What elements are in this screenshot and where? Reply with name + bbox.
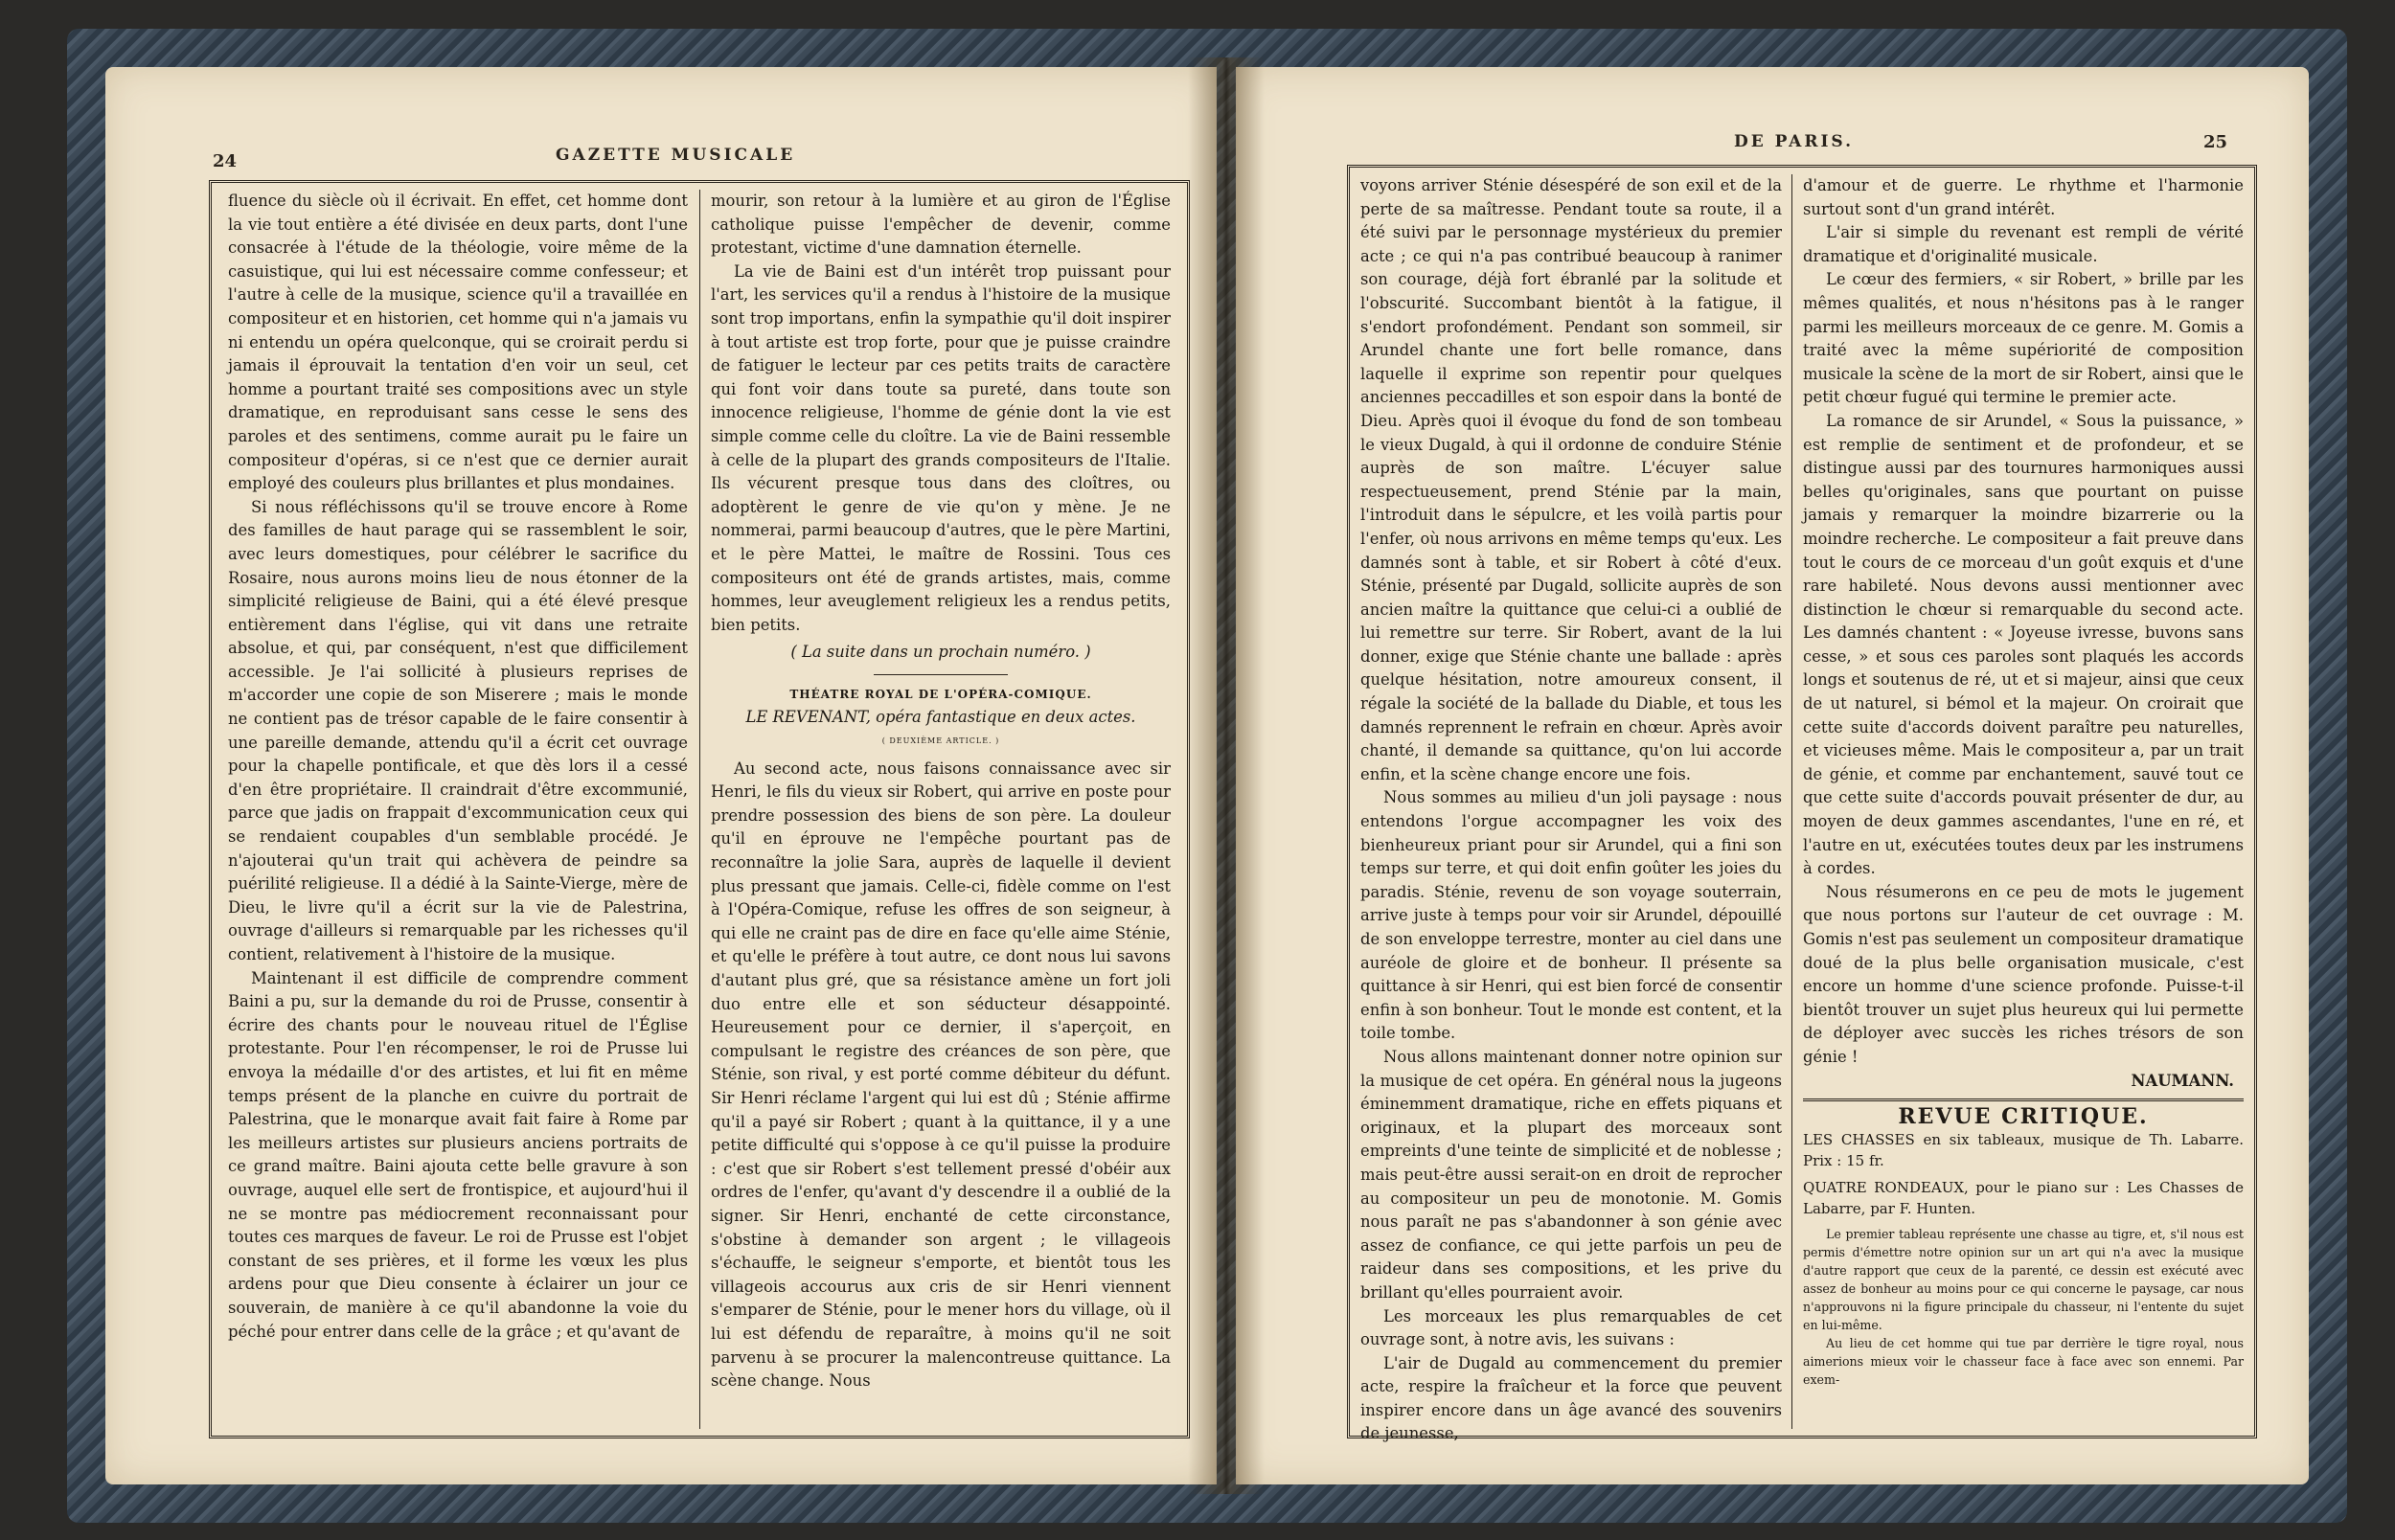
- theatre-heading: THÉATRE ROYAL DE L'OPÉRA-COMIQUE.: [789, 687, 1092, 701]
- left-column-1: [228, 190, 688, 1429]
- article-note: ( DEUXIÈME ARTICLE. ): [881, 736, 1000, 746]
- paragraph: Les morceaux les plus remarquables de cet ouvrage sont, à notre avis, les suivans :: [1360, 1306, 1782, 1349]
- right-column-1: [1360, 174, 1782, 1443]
- revue-critique-title: REVUE CRITIQUE.: [1898, 1104, 2149, 1130]
- paragraph: L'air de Dugald au commencement du premier acte, respire la fraîcheur et la force que peuvent inspirer encore dans un âge avancé des souvenirs de jeunesse,: [1360, 1353, 1782, 1443]
- revue-small-paragraph: Au lieu de cet homme qui tue par derrière le tigre royal, nous aimerions mieux voir le chasseur face à face avec son ennemi. Par exem-: [1803, 1335, 2244, 1387]
- revue-item: LES CHASSES en six tableaux, musique de Th. Labarre. Prix : 15 fr.: [1803, 1130, 2244, 1169]
- paragraph: Le cœur des fermiers, « sir Robert, » brille par les mêmes qualités, et nous n'hésitons pas à le ranger parmi les meilleurs morceaux de ce genre. M. Gomis a traité avec la même supériorité de composition musicale la scène de la mort de sir Robert, ainsi que le petit chœur fugué qui termine le premier acte.: [1803, 270, 2244, 407]
- book-gutter: [1188, 57, 1265, 1494]
- right-page: [1236, 67, 2309, 1484]
- left-page-number: 24: [213, 151, 238, 171]
- paragraph: Nous résumerons en ce peu de mots le jugement que nous portons sur l'auteur de cet ouvrage : M. Gomis n'est pas seulement un compositeur dramatique doué de la plus belle organisation musicale, c'est encore un homme d'une science profonde. Puisse-t-il bientôt trouver un sujet plus heureux qui lui permette de déployer avec succès les riches trésors de son génie !: [1803, 882, 2244, 1066]
- paragraph: d'amour et de guerre. Le rhythme et l'harmonie surtout sont d'un grand intérêt.: [1803, 176, 2244, 218]
- left-column-2: [711, 190, 1171, 1429]
- paragraph: mourir, son retour à la lumière et au giron de l'Église catholique puisse l'empêcher de devenir, comme protestant, victime d'une damnation éternelle.: [711, 192, 1171, 258]
- right-column-2: [1803, 174, 2244, 1429]
- right-running-head: DE PARIS.: [1734, 132, 1855, 151]
- paragraph: Si nous réfléchissons qu'il se trouve encore à Rome des familles de haut parage qui se rassemblent le soir, avec leurs domestiques, pour célébrer le sacrifice du Rosaire, nous aurons moins lieu de nous étonner de la simplicité religieuse de Baini, qui a été élevé presque entièrement dans l'église, qui vit dans une retraite absolue, et qui, par conséquent, n'est que difficilement accessible. Je l'ai sollicité à plusieurs reprises de m'accorder une copie de son Miserere ; mais le monde ne contient pas de trésor capable de le faire consentir à une pareille demande, attendu qu'il a écrit cet ouvrage pour la chapelle pontificale, et que dès lors il a cessé d'en être propriétaire. Il craindrait d'être excommunié, parce que jadis on frappait d'excommunication ceux qui se rendaient coupables d'un semblable procédé. Je n'ajouterai qu'un trait qui achèvera de peindre sa puérilité religieuse. Il a dédié à la Sainte-Vierge, mère de Dieu, le livre qu'il a écrit sur la vie de Palestrina, ouvrage d'ailleurs si remarquable par les richesses qu'il contient, relativement à l'histoire de la musique.: [228, 497, 688, 963]
- revue-item: QUATRE RONDEAUX, pour le piano sur : Les Chasses de Labarre, par F. Hunten.: [1803, 1178, 2244, 1217]
- section-divider: [874, 674, 1008, 675]
- paragraph: Au second acte, nous faisons connaissance avec sir Henri, le fils du vieux sir Robert, qui arrive en poste pour prendre possession des biens de son père. La douleur qu'il en éprouve ne l'empêche pourtant pas de reconnaître la jolie Sara, auprès de laquelle il devient plus pressant que jamais. Celle-ci, fidèle comme on l'est à l'Opéra-Comique, refuse les offres de son seigneur, à qui elle ne craint pas de dire en face qu'elle aime Sténie, et qu'elle le préfère à tout autre, ce dont nous lui savons d'autant plus gré, que sa résistance amène un fort joli duo entre elle et son séducteur désappointé. Heureusement pour ce dernier, il s'aperçoit, en compulsant le registre des créances de son père, que Sténie, son rival, y est porté comme débiteur du défunt. Sir Henri réclame l'argent qui lui est dû ; Sténie affirme qu'il a payé sir Robert ; quant à la quittance, il y a une petite difficulté qui s'oppose à ce qu'il puisse la produire : c'est que sir Robert s'est tellement pressé d'obéir aux ordres de l'enfer, qu'avant d'y descendre il a oublié de la signer. Sir Henri, enchanté de cette circonstance, s'obstine à demander son argent ; le villageois s'échauffe, le seigneur s'emporte, et bientôt tous les villageois accourus aux cris de sir Henri viennent s'emparer de Sténie, pour le mener hors du village, où il lui est défendu de reparaître, à moins qu'il ne soit parvenu à se procurer la malencontreuse quittance. La scène change. Nous: [711, 759, 1171, 1391]
- paragraph: Nous allons maintenant donner notre opinion sur la musique de cet opéra. En général nous la jugeons éminemment dramatique, riche en effets piquans et originaux, et la plupart des morceaux sont empreints d'une teinte de simplicité et de noblesse ; mais peut-être aussi serait-on en droit de reprocher au compositeur un peu de monotonie. M. Gomis nous paraît ne pas s'abandonner à son génie avec assez de confiance, ce qui jette parfois un peu de raideur dans ses compositions, et les prive du brillant qu'elles pourraient avoir.: [1360, 1047, 1782, 1302]
- signature: NAUMANN.: [2131, 1071, 2234, 1090]
- left-column-rule: [699, 190, 700, 1429]
- paragraph: Maintenant il est difficile de comprendre comment Baini a pu, sur la demande du roi de Prusse, consentir à écrire des chants pour le nouveau rituel de l'Église protestante. Pour l'en récompenser, le roi de Prusse lui envoya la médaille d'or des artistes, et lui fit en même temps présent de la planche en cuivre du portrait de Palestrina, que le monarque avait fait faire à Rome par les meilleurs artistes sur plusieurs anciens portraits de ce grand maître. Baini ajouta cette belle gravure à son ouvrage, auquel elle sert de frontispice, et aujourd'hui il ne se montre pas médiocrement reconnaissant pour toutes ces marques de faveur. Le roi de Prusse est l'objet constant de ses prières, et il forme les vœux les plus ardens pour que Dieu consente à éclairer un jour ce souverain, de manière à ce qu'il abandonne la voie du péché pour entrer dans celle de la grâce ; et qu'avant de: [228, 968, 688, 1341]
- right-column-rule: [1791, 174, 1792, 1429]
- paragraph: L'air si simple du revenant est rempli de vérité dramatique et d'originalité musicale.: [1803, 223, 2244, 265]
- left-running-head: GAZETTE MUSICALE: [556, 146, 796, 165]
- section-divider: [1803, 1098, 2244, 1101]
- paragraph: voyons arriver Sténie désespéré de son exil et de la perte de sa maîtresse. Pendant toute sa route, il a été suivi par le personnage mystérieux du premier acte ; ce qui n'a pas contribué beaucoup à ranimer son courage, déjà fort ébranlé par la solitude et l'obscurité. Succombant bientôt à la fatigue, il s'endort profondément. Pendant son sommeil, sir Arundel chante une fort belle romance, dans laquelle il exprime son repentir pour quelques anciennes peccadilles et son espoir dans la bonté de Dieu. Après quoi il évoque du fond de son tombeau le vieux Dugald, à qui il ordonne de conduire Sténie auprès de son maître. L'écuyer salue respectueusement, prend Sténie par la main, l'introduit dans le sépulcre, et les voilà partis pour l'enfer, où nous arrivons en même temps qu'eux. Les damnés sont à table, et sir Robert à côté d'eux. Sténie, présenté par Dugald, sollicite auprès de son ancien maître la quittance que celui-ci a oublié de lui remettre sur terre. Sir Robert, avant de la lui donner, exige que Sténie chante une ballade : après quelque hésitation, notre amoureux consent, il régale la société de la ballade du Diable, et tous les damnés reprennent le refrain en chœur. Après avoir chanté, il demande sa quittance, qu'on lui accorde enfin, et la scène change encore une fois.: [1360, 176, 1782, 783]
- revue-small-paragraph: Le premier tableau représente une chasse au tigre, et, s'il nous est permis d'émettre notre opinion sur un art qui n'a avec la musique d'autre rapport que ceux de la parenté, ce dessin est exécuté avec assez de bonheur au moins pour ce qui concerne le paysage, car nous n'approuvons ni la figure principale du chasseur, ni l'entente du sujet en lui-même.: [1803, 1226, 2244, 1332]
- paragraph: La vie de Baini est d'un intérêt trop puissant pour l'art, les services qu'il a rendus à l'histoire de la musique sont trop importans, enfin la sympathie qu'il doit inspirer à tout artiste est trop forte, pour que je puisse craindre de fatiguer le lecteur par ces petits traits de caractère qui font voir dans toute sa pureté, dans toute son innocence religieuse, l'homme de génie dont la vie est simple comme celle du cloître. La vie de Baini ressemble à celle de la plupart des grands compositeurs de l'Italie. Ils vécurent presque tous dans des cloîtres, ou adoptèrent le genre de vie qu'on y mène. Je ne nommerai, parmi beaucoup d'autres, que le père Martini, et le père Mattei, le maître de Rossini. Tous ces compositeurs ont été de grands artistes, mais, comme hommes, leur aveuglement religieux les a rendus petits, bien petits.: [711, 261, 1171, 634]
- paragraph: fluence du siècle où il écrivait. En effet, cet homme dont la vie tout entière a été divisée en deux parts, dont l'une consacrée à l'étude de la théologie, voire même de la casuistique, qui lui est nécessaire comme confesseur; et l'autre à celle de la musique, science qu'il a travaillée en compositeur et en historien, cet homme qui n'a jamais vu ni entendu un opéra quelconque, qui se croirait perdu si jamais il éprouvait la tentation d'en voir un seul, cet homme a pourtant traité ses compositions avec un style dramatique, en reproduisant sans cesse le sens des paroles et des sentimens, comme aurait pu le faire un compositeur d'opéras, si ce n'est que ce dernier aurait employé des couleurs plus brillantes et plus mondaines.: [228, 192, 688, 493]
- left-page: [105, 67, 1217, 1484]
- paragraph: La romance de sir Arundel, « Sous la puissance, » est remplie de sentiment et de profondeur, et se distingue aussi par des tournures harmoniques aussi belles qu'originales, sans que pourtant on puisse jamais y remarquer la moindre bizarrerie ou la moindre recherche. Le compositeur a fait preuve dans tout le cours de ce morceau d'un goût exquis et d'une rare habileté. Nous devons aussi mentionner avec distinction le chœur si remarquable du second acte. Les damnés chantent : « Joyeuse ivresse, buvons sans cesse, » et sous ces paroles sont plaqués les accords longs et soutenus de ré, ut et si majeur, ainsi que ceux de ut naturel, si bémol et la majeur. On croirait que cette suite d'accords doivent paraître peu naturelles, et vicieuses même. Mais le compositeur a, par un trait de génie, et comme par enchantement, sauvé tout ce que cette suite d'accords pouvait présenter de dur, au moyen de deux gammes ascendantes, l'une en ré, et l'autre en ut, exécutées toutes deux par les instrumens à cordes.: [1803, 411, 2244, 878]
- paragraph: Nous sommes au milieu d'un joli paysage : nous entendons l'orgue accompagner les voix des bienheureux priant pour sir Arundel, qui a fini son temps sur terre, et qui doit enfin goûter les joies du paradis. Sténie, revenu de son voyage souterrain, arrive juste à temps pour voir sir Arundel, dépouillé de son enveloppe terrestre, monter au ciel dans une auréole de gloire et de bonheur. Il présente sa quittance à sir Henri, qui est bien forcé de consentir enfin à son bonheur. Tout le monde est content, et la toile tombe.: [1360, 788, 1782, 1043]
- revenant-title: LE REVENANT, opéra fantastique en deux actes.: [745, 708, 1136, 727]
- suite-note: ( La suite dans un prochain numéro. ): [790, 643, 1091, 662]
- right-page-number: 25: [2203, 132, 2228, 152]
